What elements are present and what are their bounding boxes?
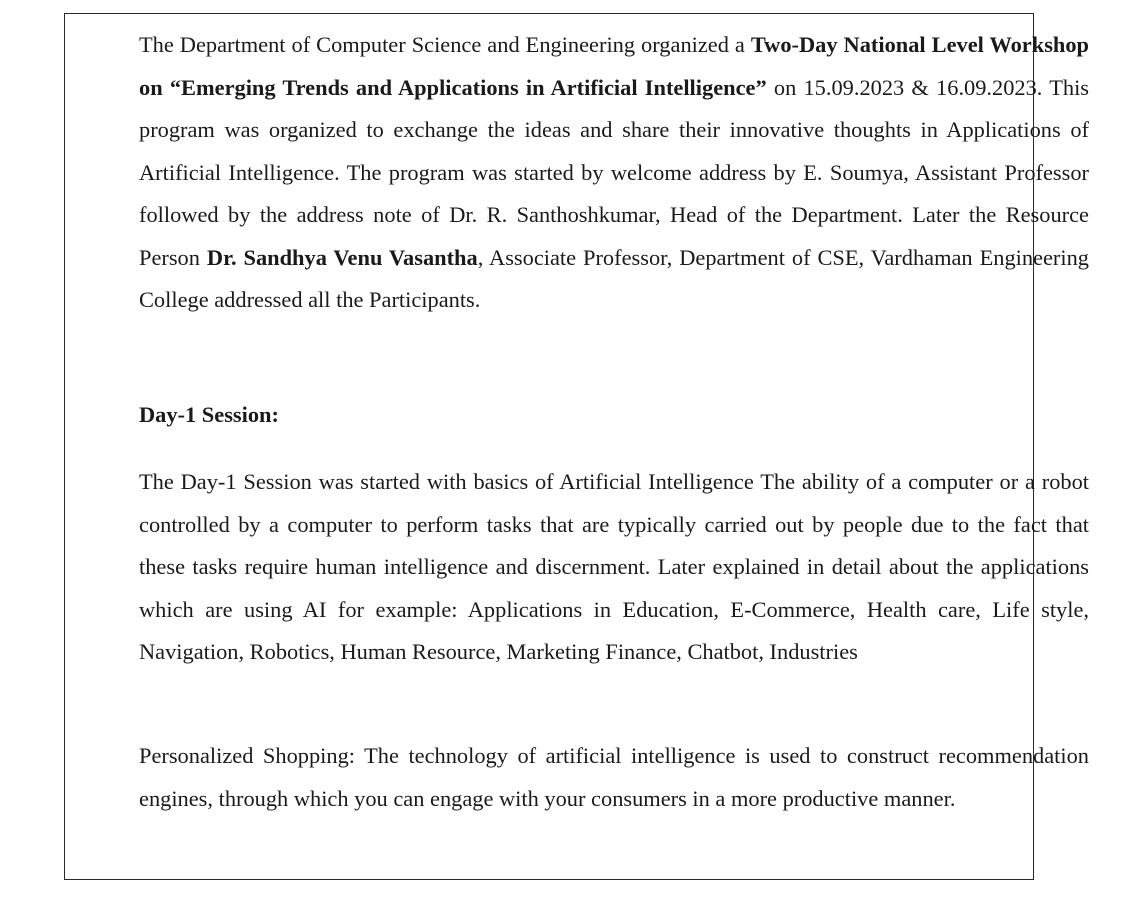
workshop-title: Two-Day National Level Workshop on “Emerging Trends and Applications in Artificial Intelligence” — [139, 32, 1090, 100]
intro-text-3: , Associate Professor, Department of CSE, Vardhaman Engineering College addressed all the Participants. — [139, 244, 1090, 312]
day1-paragraph: The Day-1 Session was started with basics of Artificial Intelligence The ability of a computer or a robot controlled by a computer to perform tasks that are typically carried out by people due to the fact that these tasks require human intelligence and discernment. Later explained in detail about the applications which are using AI for example: Applications in Education, E-Commerce, Health care, Life style, Navigation, Robotics, Human Resource, Marketing Finance, Chatbot, Industries — [139, 469, 1089, 664]
shopping-paragraph: Personalized Shopping: The technology of artificial intelligence is used to construct recommendation engines, through which you can engage with your consumers in a more productive manner. — [139, 743, 1089, 811]
resource-person-name: Dr. Sandhya Venu Vasantha — [206, 244, 478, 270]
report-box — [64, 13, 1090, 880]
intro-text-1: The Department of Computer Science and Engineering organized a — [139, 32, 751, 57]
intro-text-2: on 15.09.2023 & 16.09.2023. This program was organized to exchange the ideas and share their innovative thoughts in Applications of Artificial Intelligence. The program was started by welcome address by E. Soumya, Assistant Professor followed by the address note of Dr. R. Santhoshkumar, Head of the Department. Later the Resource Person — [139, 74, 1090, 270]
day1-heading: Day-1 Session: — [139, 402, 279, 427]
intro-paragraph — [139, 24, 1089, 322]
